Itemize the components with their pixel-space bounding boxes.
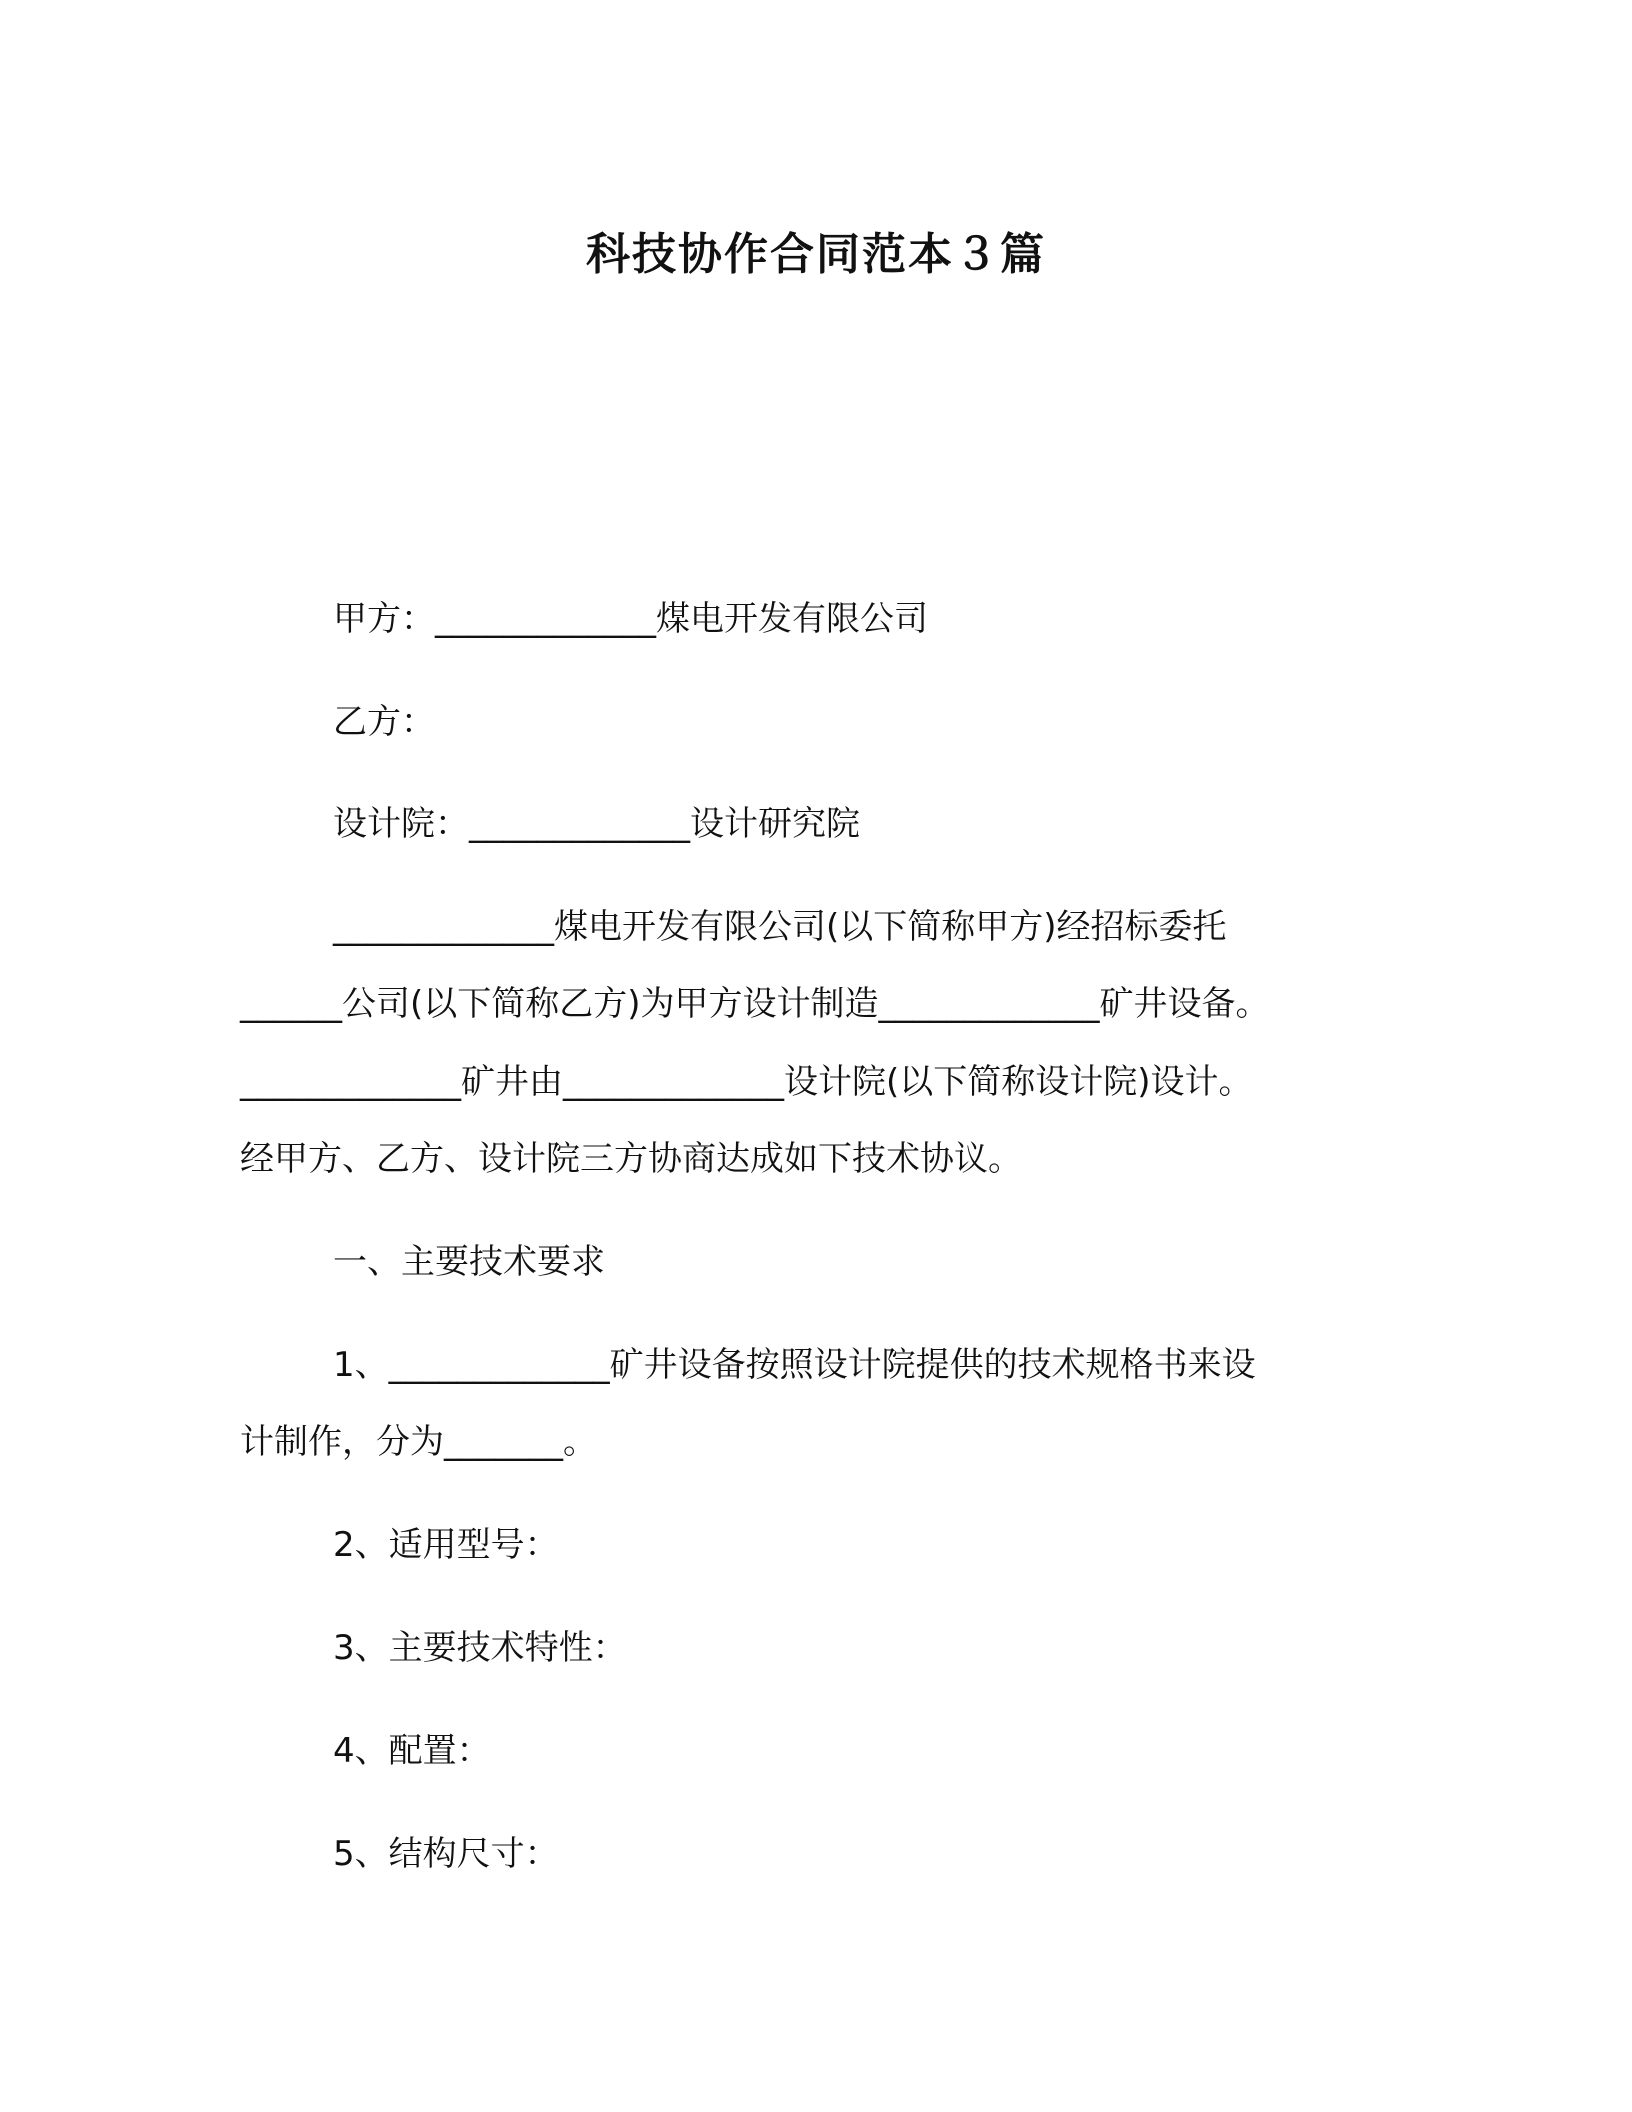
item-4-line: 4、配置：	[333, 1731, 491, 1771]
party-b-line: 乙方：	[333, 702, 435, 742]
intro-line-3: _____________矿井由_____________设计院(以下简称设计院)设计。	[240, 1062, 1253, 1102]
item-1-line-2: 计制作，分为_______。	[240, 1422, 597, 1462]
item-5-line: 5、结构尺寸：	[333, 1834, 559, 1874]
party-a-line: 甲方：_____________煤电开发有限公司	[333, 599, 928, 639]
intro-line-2: ______公司(以下简称乙方)为甲方设计制造_____________矿井设备。	[240, 984, 1270, 1024]
design-institute-line: 设计院：_____________设计研究院	[333, 804, 860, 844]
item-2-line: 2、适用型号：	[333, 1525, 559, 1565]
intro-line-1: _____________煤电开发有限公司(以下简称甲方)经招标委托	[333, 907, 1227, 947]
item-1-line-1: 1、_____________矿井设备按照设计院提供的技术规格书来设	[333, 1345, 1256, 1385]
intro-line-4: 经甲方、乙方、设计院三方协商达成如下技术协议。	[240, 1139, 1022, 1179]
section-1-heading: 一、主要技术要求	[333, 1242, 605, 1282]
document-title: 科技协作合同范本３篇	[586, 229, 1046, 280]
item-3-line: 3、主要技术特性：	[333, 1628, 627, 1668]
